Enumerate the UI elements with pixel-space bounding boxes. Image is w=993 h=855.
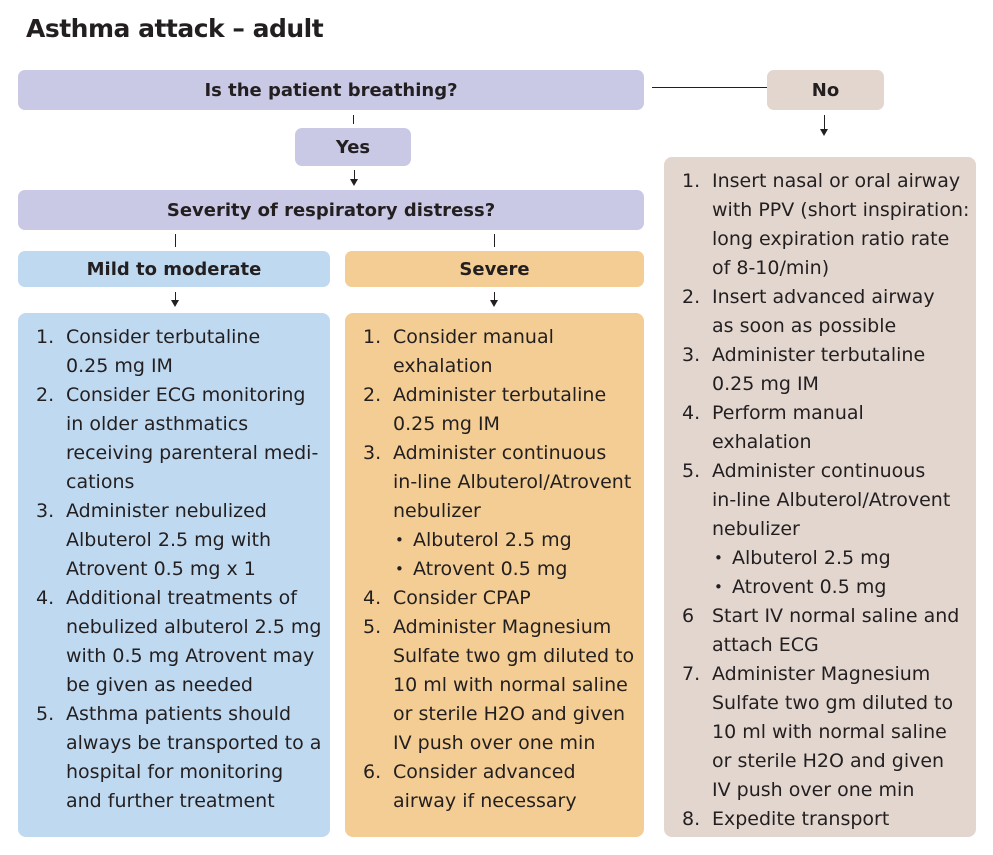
not-breathing-step-line: as soon as possible [712,315,897,337]
no-label: No [811,79,840,101]
severity-question-label: Severity of respiratory distress? [166,199,496,221]
severe-step-2 [345,381,644,439]
arrow-no-shaft [824,115,825,129]
severe-header-box [345,251,644,287]
mild-step-line: always be transported to a [66,732,322,754]
mild-step-number: 3. [36,500,55,522]
mild-step-line: Asthma patients should [66,703,292,725]
not-breathing-step-number: 3. [682,344,701,366]
connector-severity-to-mild [175,234,176,247]
not-breathing-step-line: Perform manual [712,402,864,424]
not-breathing-step-line: exhalation [712,431,812,453]
mild-step-number: 5. [36,703,55,725]
mild-step-5 [18,700,330,816]
severe-step-number: 1. [363,326,382,348]
severe-step-line: nebulizer [393,500,481,522]
mild-step-line: Albuterol 2.5 mg with [66,529,272,551]
mild-step-line: Administer nebulized [66,500,267,522]
severe-steps-list [345,323,644,816]
severe-step-5 [345,613,644,758]
severe-step-line: airway if necessary [393,790,577,812]
not-breathing-step-2 [664,283,976,341]
severe-step-line: Administer terbutaline [393,384,607,406]
severe-step-line: exhalation [393,355,493,377]
mild-steps-panel [18,313,330,837]
connector-breathing-to-no [652,87,768,88]
not-breathing-step-number: 6 [682,605,695,627]
not-breathing-step-line: Administer terbutaline [712,344,926,366]
severe-step-line: Consider advanced [393,761,576,783]
severe-step-line: Administer continuous [393,442,607,464]
arrow-severe-head [490,300,498,307]
mild-step-line: in older asthmatics [66,413,249,435]
severe-step-bullets [393,526,638,584]
connector-severity-to-severe [494,234,495,247]
not-breathing-step-line: 0.25 mg IM [712,373,819,395]
no-box [767,70,884,110]
page-title: Asthma attack – adult [26,14,324,43]
severe-header-label: Severe [459,258,530,280]
not-breathing-step-line: Start IV normal saline and [712,605,960,627]
arrow-yes-shaft [354,170,355,179]
breathing-question-box [18,70,644,110]
not-breathing-step-line: long expiration ratio rate [712,228,950,250]
severe-step-line: or sterile H2O and given [393,703,626,725]
not-breathing-step-7 [664,660,976,805]
breathing-question-label: Is the patient breathing? [204,79,458,101]
severe-step-line: IV push over one min [393,732,596,754]
not-breathing-step-line: Insert nasal or oral airway [712,170,961,192]
mild-step-number: 1. [36,326,55,348]
severe-step-number: 6. [363,761,382,783]
mild-step-line: with 0.5 mg Atrovent may [66,645,315,667]
severe-step-4 [345,584,644,613]
not-breathing-step-line: in-line Albuterol/Atrovent [712,489,951,511]
mild-step-3 [18,497,330,584]
mild-header-box [18,251,330,287]
mild-step-line: Atrovent 0.5 mg x 1 [66,558,256,580]
not-breathing-step-line: 10 ml with normal saline [712,721,947,743]
not-breathing-step-line: attach ECG [712,634,819,656]
mild-steps-list [18,323,330,816]
arrow-severe-shaft [494,292,495,300]
not-breathing-step-line: Administer continuous [712,460,926,482]
mild-step-line: Consider terbutaline [66,326,261,348]
yes-label: Yes [335,136,371,158]
mild-step-4 [18,584,330,700]
arrow-yes-head [350,179,358,186]
not-breathing-step-number: 8. [682,808,701,830]
mild-step-line: receiving parenteral medi- [66,442,319,464]
mild-step-line: Consider ECG monitoring [66,384,306,406]
mild-step-2 [18,381,330,497]
severe-steps-panel [345,313,644,837]
mild-step-1 [18,323,330,381]
mild-step-line: Additional treatments of [66,587,297,609]
mild-step-line: 0.25 mg IM [66,355,173,377]
not-breathing-step-number: 1. [682,170,701,192]
not-breathing-step-line: Sulfate two gm diluted to [712,692,954,714]
severe-step-number: 3. [363,442,382,464]
not-breathing-step-6 [664,602,976,660]
severe-step-line: Administer Magnesium [393,616,612,638]
arrow-no-head [820,129,828,136]
severity-question-box [18,190,644,230]
not-breathing-step-bullets [712,544,970,602]
severe-step-number: 2. [363,384,382,406]
not-breathing-step-line: with PPV (short inspiration: [712,199,970,221]
mild-step-number: 2. [36,384,55,406]
severe-step-line: Sulfate two gm diluted to [393,645,635,667]
mild-step-line: and further treatment [66,790,275,812]
not-breathing-bullet-item: • Albuterol 2.5 mg [712,544,970,573]
yes-box [295,128,411,166]
severe-step-number: 4. [363,587,382,609]
not-breathing-step-line: IV push over one min [712,779,915,801]
not-breathing-step-line: Insert advanced airway [712,286,935,308]
not-breathing-step-number: 4. [682,402,701,424]
not-breathing-step-5 [664,457,976,602]
severe-step-6 [345,758,644,816]
not-breathing-steps-list [664,167,976,834]
not-breathing-step-line: Administer Magnesium [712,663,931,685]
connector-breathing-to-yes [353,115,354,124]
not-breathing-step-3 [664,341,976,399]
not-breathing-step-line: Expedite transport [712,808,890,830]
not-breathing-step-line: or sterile H2O and given [712,750,945,772]
not-breathing-step-line: nebulizer [712,518,800,540]
arrow-mild-shaft [175,292,176,300]
mild-header-label: Mild to moderate [86,258,262,280]
not-breathing-step-number: 7. [682,663,701,685]
not-breathing-step-line: of 8-10/min) [712,257,830,279]
not-breathing-bullet-item: • Atrovent 0.5 mg [712,573,970,602]
severe-bullet-item: • Atrovent 0.5 mg [393,555,638,584]
severe-step-number: 5. [363,616,382,638]
severe-step-line: 0.25 mg IM [393,413,500,435]
arrow-mild-head [171,300,179,307]
severe-step-line: Consider manual [393,326,554,348]
severe-step-1 [345,323,644,381]
mild-step-line: nebulized albuterol 2.5 mg [66,616,322,638]
not-breathing-step-number: 2. [682,286,701,308]
mild-step-number: 4. [36,587,55,609]
not-breathing-step-1 [664,167,976,283]
not-breathing-step-number: 5. [682,460,701,482]
mild-step-line: hospital for monitoring [66,761,284,783]
severe-step-line: Consider CPAP [393,587,531,609]
severe-step-line: in-line Albuterol/Atrovent [393,471,632,493]
not-breathing-step-4 [664,399,976,457]
severe-bullet-item: • Albuterol 2.5 mg [393,526,638,555]
severe-step-3 [345,439,644,584]
severe-step-line: 10 ml with normal saline [393,674,628,696]
mild-step-line: cations [66,471,135,493]
not-breathing-steps-panel [664,157,976,837]
not-breathing-step-8 [664,805,976,834]
mild-step-line: be given as needed [66,674,253,696]
